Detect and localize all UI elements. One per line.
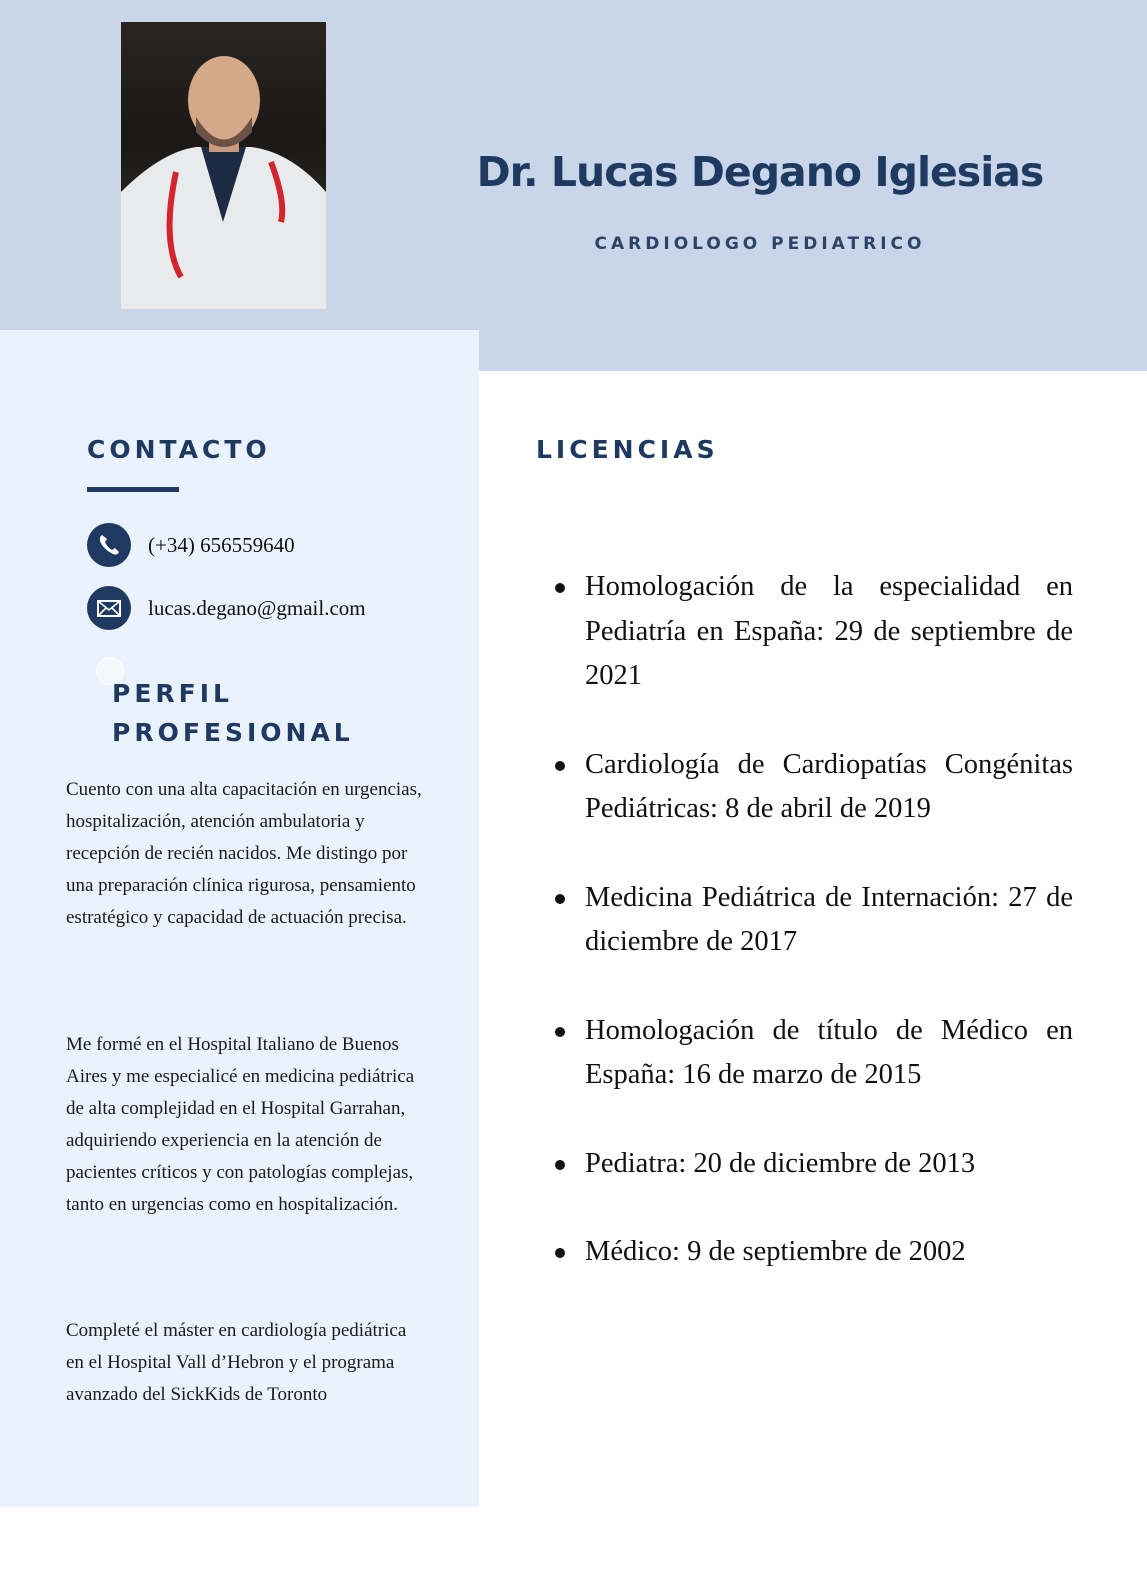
licenses-heading: LICENCIAS [536,435,719,464]
license-item: Pediatra: 20 de diciembre de 2013 [555,1142,1073,1187]
license-item: Medicina Pediátrica de Internación: 27 de diciembre de 2017 [555,876,1073,965]
phone-number[interactable]: (+34) 656559640 [148,533,295,557]
profile-heading-line2: PROFESIONAL [112,718,354,747]
email-address[interactable]: lucas.degano@gmail.com [148,596,366,620]
profile-paragraph: Completé el máster en cardiología pediátrica en el Hospital Vall d’Hebron y el programa avanzado del SickKids de Toronto [66,1320,407,1405]
heading-underline [87,487,179,492]
profile-paragraph: Me formé en el Hospital Italiano de Buenos Aires y me especialicé en medicina pediátrica de alta complejidad en el Hospital Garrahan, adquiriendo experiencia en la atención de pacientes críticos y con patologías complejas, tanto en urgencias como en hospitalización. [66,1034,415,1215]
phone-icon [87,523,131,567]
job-title: CARDIOLOGO PEDIATRICO [594,234,926,254]
license-item: Cardiología de Cardiopatías Congénitas Pediátricas: 8 de abril de 2019 [555,743,1073,832]
email-icon [87,586,131,630]
license-item: Homologación de título de Médico en España: 16 de marzo de 2015 [555,1009,1073,1098]
profile-photo [121,22,326,309]
license-item: Homologación de la especialidad en Pediatría en España: 29 de septiembre de 2021 [555,565,1073,699]
license-item: Médico: 9 de septiembre de 2002 [555,1230,1073,1275]
licenses-list [555,565,1073,1319]
header-band-extension [479,330,1147,371]
profile-paragraph: Cuento con una alta capacitación en urgencias, hospitalización, atención ambulatoria y recepción de recién nacidos. Me distingo por una preparación clínica rigurosa, pensamiento estratégico y capacidad de actuación precisa. [66,779,422,928]
profile-heading [112,674,354,752]
profile-heading-line1: PERFIL [112,679,233,708]
contact-heading: CONTACTO [87,435,271,464]
doctor-name: Dr. Lucas Degano Iglesias [476,148,1044,196]
